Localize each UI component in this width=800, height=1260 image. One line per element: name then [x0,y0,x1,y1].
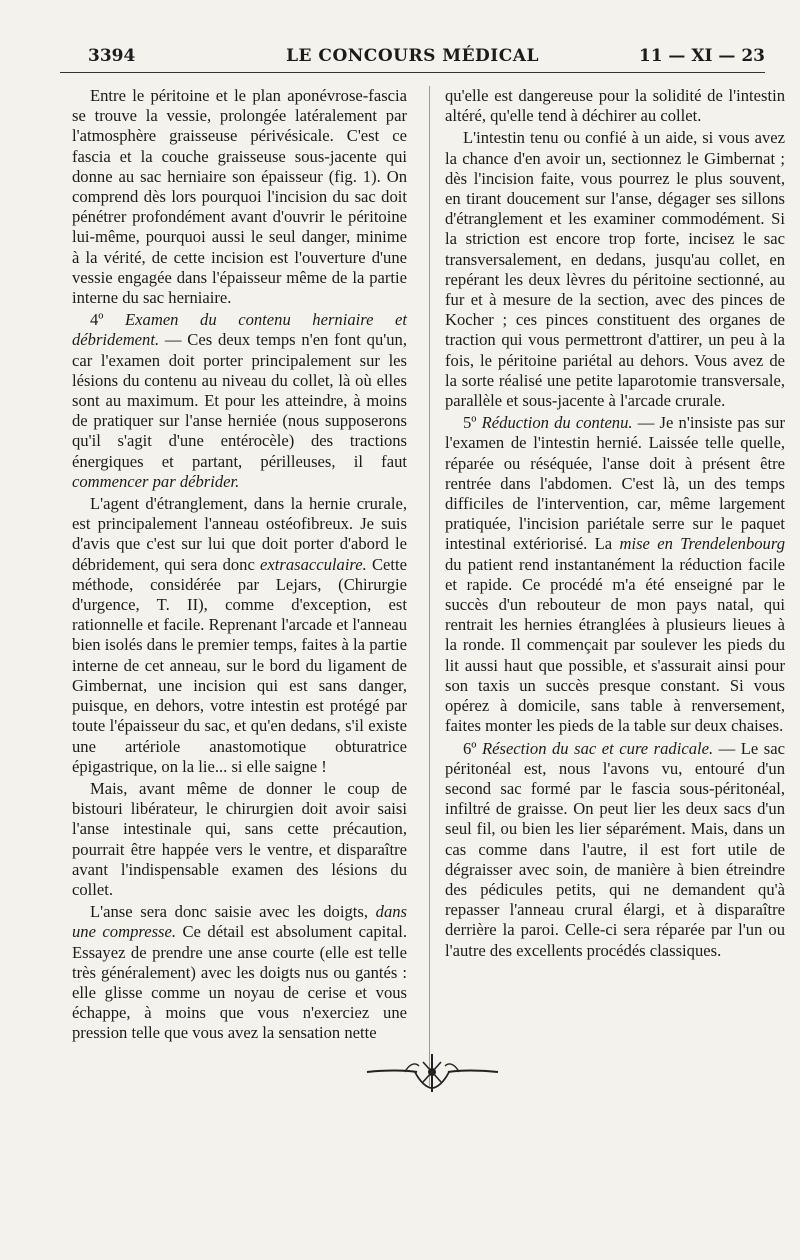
emphasis: extrasacculaire. [260,554,367,574]
fleuron-ornament-icon [365,1048,500,1096]
paragraph-text: du patient rend instantanément la réduction facile et rapide. Ce procédé m'a été enseigné par le succès d'un rebouteur de mon pays natal, qui rentrait les hernies étranglées à plusieurs lieues à la ronde. Il commençait par soulever les pieds du lit aussi haut que possible, et s'assurait ainsi pour son taxis un succès presque constant. Si vous opérez à domicile, sans table à renversement, faites monter les pieds de la table sur deux chaises. [445,554,785,736]
paragraph-text: Cette méthode, considérée par Lejars, (Chirurgie d'urgence, T. II), comme d'exception, est rationnelle et facile. Reprenant l'arcade et l'anneau bien isolés dans le premier temps, faites à la partie interne de cet anneau, sur le bord du ligament de Gimbernat, une incision qui est sans danger, puisque, en dehors, votre intestin est protégé par toute l'épaisseur du sac, et qu'en dedans, s'il existe une artériole anastomotique obturatrice épigastrique, on la lie... si elle saigne ! [72,554,407,776]
paragraph: L'intestin tenu ou confié à un aide, si vous avez la chance d'en avoir un, sectionnez le Gimbernat ; dès l'incision faite, vous pourrez le plus souvent, en tirant doucement sur l'anse, dégager ses sillons d'étranglement et les examiner commodément. Si la striction est encore trop forte, incisez le sac transversalement, en dedans, jusqu'au collet, en repérant les deux lèvres du péritoine sectionné, au fur et à mesure de la section, avec des pinces de Kocher ; ces pinces constituent des organes de traction qui vous permettront d'attirer, un peu à la fois, le péritoine pariétal au dehors. Vous avez de la sorte réalisé une petite laparotomie transversale, parallèle et sous-jacente à l'arcade crurale. [445,128,785,411]
paragraph-text: Ce détail est absolument capital. Essayez de prendre une anse courte (elle est telle très généralement) avec les doigts nus ou gantés : elle glisse comme un noyau de cerise et vous échappe, à moins que vous n'exerciez une pression telle que vous avez la sensation nette [72,922,407,1043]
emphasis: commencer par débrider. [72,471,240,491]
section-number: 6º [463,738,477,758]
issue-date: 11 — XI — 23 [638,46,765,66]
emphasis: dans une compresse. [72,902,407,942]
paragraph: Entre le péritoine et le plan aponévrose-fascia se trouve la vessie, prolongée latéralement par l'atmosphère graisseuse périvésicale. C'est ce fascia et la couche graisseuse sous-jacente qui donne au sac herniaire son épaisseur (fig. 1). On comprend dès lors pourquoi l'incision du sac doit pénétrer profondément avant d'ouvrir le péritoine lui-même, pourquoi aussi le seul danger, minime à la vérité, de cette incision est l'ouverture d'une vessie engagée dans l'épaisseur même de la partie interne du sac herniaire. [72,86,407,308]
left-column [72,86,407,1044]
section-number: 4º [90,310,104,330]
paragraph: qu'elle est dangereuse pour la solidité de l'intestin altéré, qu'elle tend à déchirer au collet. [445,86,785,126]
section-number: 5º [463,413,477,433]
right-column [445,86,785,961]
paragraph [72,902,407,1043]
paragraph [72,494,407,777]
page-number: 3394 [88,46,136,66]
column-divider [429,86,430,1086]
section-4-paragraph [72,310,407,492]
paragraph-text: — Ces deux temps n'en font qu'un, car l'examen doit porter principalement sur les lésions du contenu au niveau du collet, là où elles sont au maximum. Et pour les atteindre, à moins de pratiquer sur l'anse herniée (nous supposerons qu'il s'agit d'une entérocèle) des tractions énergiques et partant, périlleuses, il faut [72,330,407,471]
paragraph: Mais, avant même de donner le coup de bistouri libérateur, le chirurgien doit avoir saisi l'anse intestinale qui, sans cette précaution, pourrait être happée vers le ventre, et disparaître avant l'indispensable examen des lésions du collet. [72,778,407,899]
paragraph-text: L'agent d'étranglement, dans la hernie crurale, est principalement l'anneau ostéofibreux. Je suis d'avis que c'est sur lui que doit porter d'abord le débridement, qui sera donc [72,494,407,574]
journal-title: LE CONCOURS MÉDICAL [286,46,539,66]
paragraph-text: — Le sac péritonéal est, nous l'avons vu, entouré d'un second sac formé par le fascia sous-péritonéal, infiltré de graisse. On peut lier les deux sacs d'un seul fil, ou bien les lier séparément. Mais, dans un cas comme dans l'autre, il est fort utile de dégraisser avec soin, de manière à bien étreindre des pédicules petits, qui ne demandent qu'à repasser l'anneau crural élargi, et à disparaître derrière la paroi. Celle-ci sera réparée par l'un ou l'autre des excellents procédés classiques. [445,738,785,960]
paragraph-text: — Je n'insiste pas sur l'examen de l'intestin hernié. Laissée telle quelle, réparée ou réséquée, l'anse doit à présent être rentrée dans l'abdomen. C'est là, un des temps difficiles de l'intervention, car, même largement pratiquée, l'incision pariétale serre sur le paquet intestinal extériorisé. La [445,413,785,554]
emphasis: mise en Trendelenbourg [619,534,785,554]
page-header [60,40,765,73]
section-heading: Résection du sac et cure radicale. [481,738,714,758]
section-5-paragraph [445,413,785,736]
paragraph-text: L'anse sera donc saisie avec les doigts, [90,902,376,922]
section-heading: Examen du contenu herniaire et débridement. [72,310,407,350]
section-6-paragraph [445,739,785,961]
section-heading: Réduction du contenu. [481,413,633,433]
